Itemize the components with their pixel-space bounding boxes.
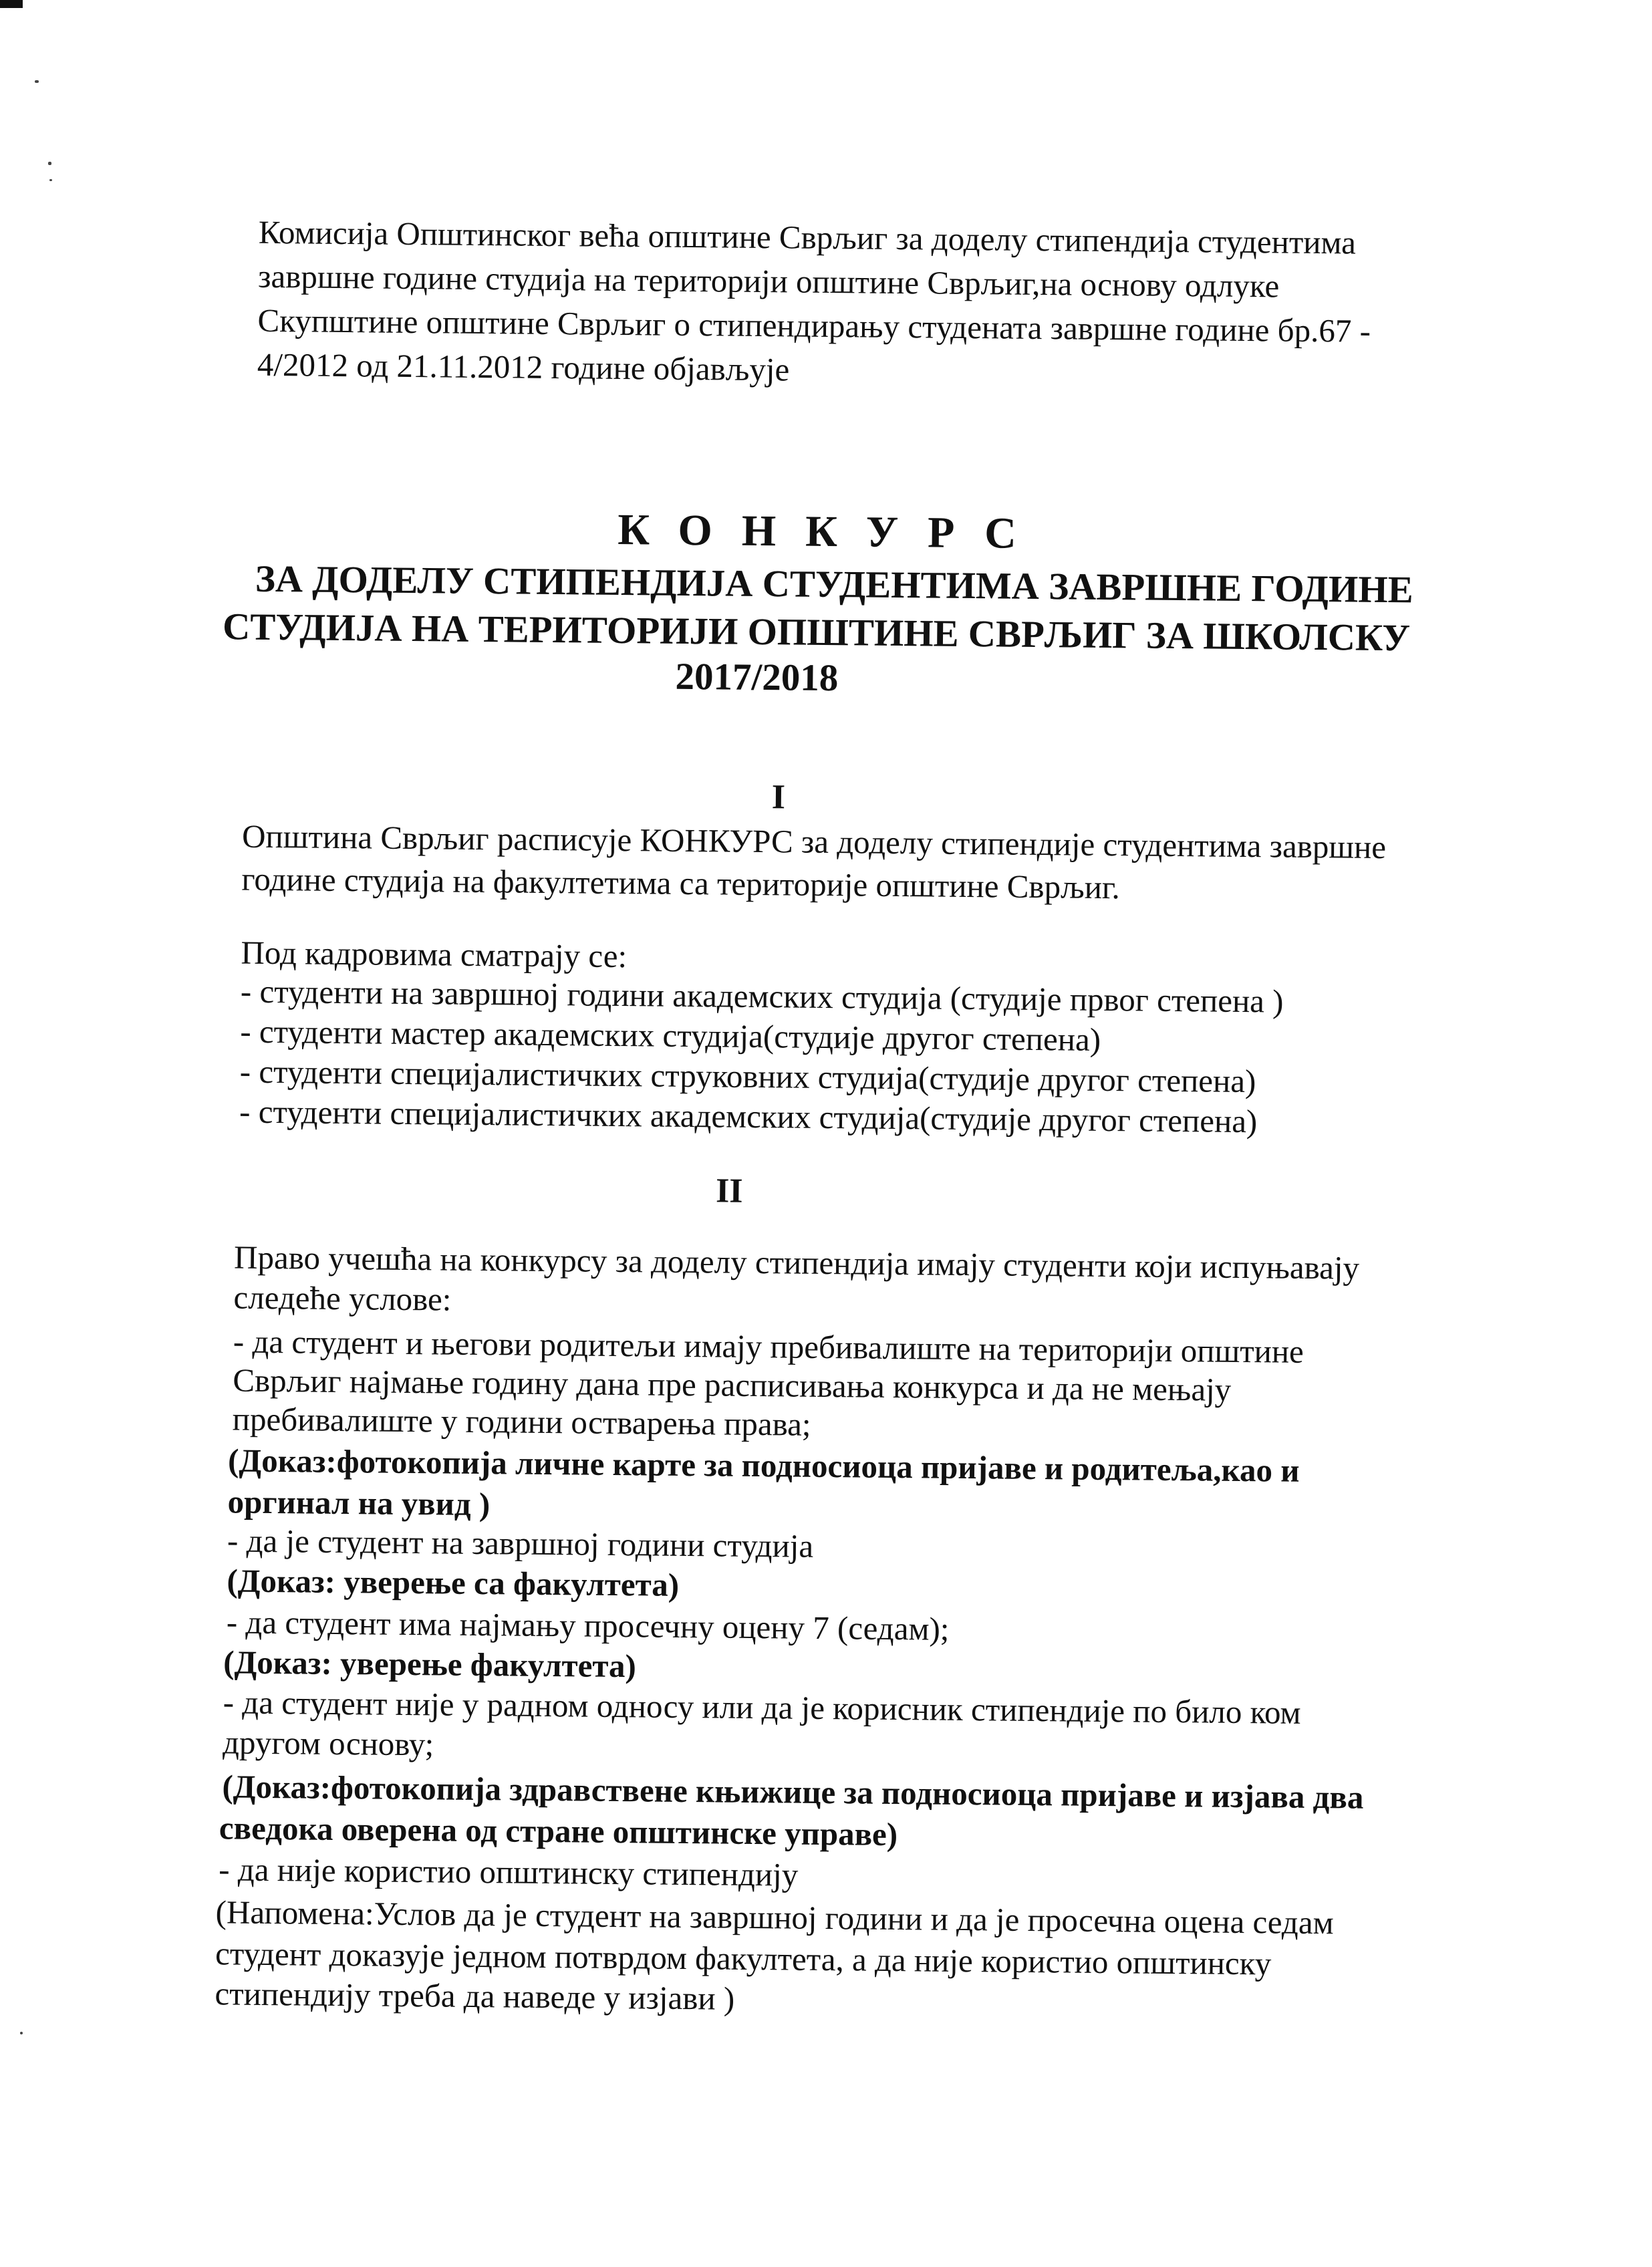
intro-line: Скупштине општине Сврљиг о стипендирању студената завршне године бр.67 - bbox=[257, 301, 1371, 350]
conditions-line: пребивалиште у години остварења права; bbox=[232, 1400, 811, 1443]
evidence-line: (Доказ:фотокопија здравствене књижице за подносиоца пријаве и изјава два bbox=[222, 1768, 1364, 1816]
subtitle-line: 2017/2018 bbox=[675, 655, 839, 700]
list-heading: Под кадровима сматрају се: bbox=[241, 934, 628, 975]
list-item: - студенти специјалистичких струковних студија(студије другог степена) bbox=[239, 1053, 1256, 1100]
subtitle-line: СТУДИЈА НА ТЕРИТОРИЈИ ОПШТИНЕ СВРЉИГ ЗА ШКОЛСКУ bbox=[222, 606, 1411, 660]
note-line: стипендију треба да наведе у изјави ) bbox=[215, 1975, 735, 2017]
list-item: - студенти специјалистичких академских студија(студије другог степена) bbox=[239, 1093, 1258, 1140]
intro-line: завршне године студија на територији општине Сврљиг,на основу одлуке bbox=[257, 257, 1280, 305]
note-line: (Напомена:Услов да је студент на завршној години и да је просечна оцена седам bbox=[215, 1893, 1334, 1942]
evidence-line: (Доказ:фотокопија личне карте за подносиоца пријаве и родитеља,као и bbox=[227, 1442, 1300, 1489]
intro-line: Комисија Општинског већа општине Сврљиг за доделу стипендија студентима bbox=[258, 213, 1357, 261]
note-line: студент доказује једном потврдом факултета, а да није користио општинску bbox=[215, 1935, 1272, 1982]
evidence-line: сведока оверена од стране општинске управе) bbox=[219, 1809, 898, 1853]
conditions-line: - да студент и његови родитељи имају пребивалиште на територији општине bbox=[233, 1323, 1304, 1370]
conditions-line: Право учешћа на конкурсу за доделу стипендија имају студенти који испуњавају bbox=[233, 1238, 1360, 1287]
list-item: - студенти мастер академских студија(студије другог степена) bbox=[240, 1013, 1101, 1058]
document-title: КОНКУРС bbox=[617, 505, 1047, 559]
evidence-line: оргинал на увид ) bbox=[227, 1483, 491, 1523]
list-item: - студенти на завршној години академских студија (студије првог степена ) bbox=[240, 972, 1284, 1020]
paragraph-line: године студија на факултетима са територије општине Сврљиг. bbox=[241, 860, 1121, 906]
evidence-line: (Доказ: уверење факултета) bbox=[223, 1643, 637, 1685]
conditions-line: - да је студент на завршној години студија bbox=[227, 1522, 814, 1565]
conditions-line: - да студент има најмању просечну оцену 7 (седам); bbox=[226, 1603, 950, 1647]
section-number-1: I bbox=[771, 778, 786, 817]
intro-paragraph bbox=[11, 0, 1652, 388]
conditions-line: - да није користио општинску стипендију bbox=[219, 1851, 799, 1893]
paragraph-line: Општина Сврљиг расписује КОНКУРС за доделу стипендије студентима завршне bbox=[241, 817, 1387, 866]
conditions-line: следеће услове: bbox=[233, 1279, 452, 1318]
subtitle-line: ЗА ДОДЕЛУ СТИПЕНДИЈА СТУДЕНТИМА ЗАВРШНЕ ГОДИНЕ bbox=[255, 557, 1413, 612]
intro-line: 4/2012 од 21.11.2012 године објављује bbox=[257, 346, 790, 388]
conditions-line: - да студент није у радном односу или да је корисник стипендије по било ком bbox=[223, 1684, 1301, 1731]
section-number-2: II bbox=[715, 1172, 743, 1210]
conditions-line: другом основу; bbox=[222, 1724, 434, 1763]
evidence-line: (Доказ: уверење са факултета) bbox=[227, 1562, 680, 1603]
conditions-line: Сврљиг најмање годину дана пре расписивања конкурса и да не мењају bbox=[233, 1361, 1232, 1408]
